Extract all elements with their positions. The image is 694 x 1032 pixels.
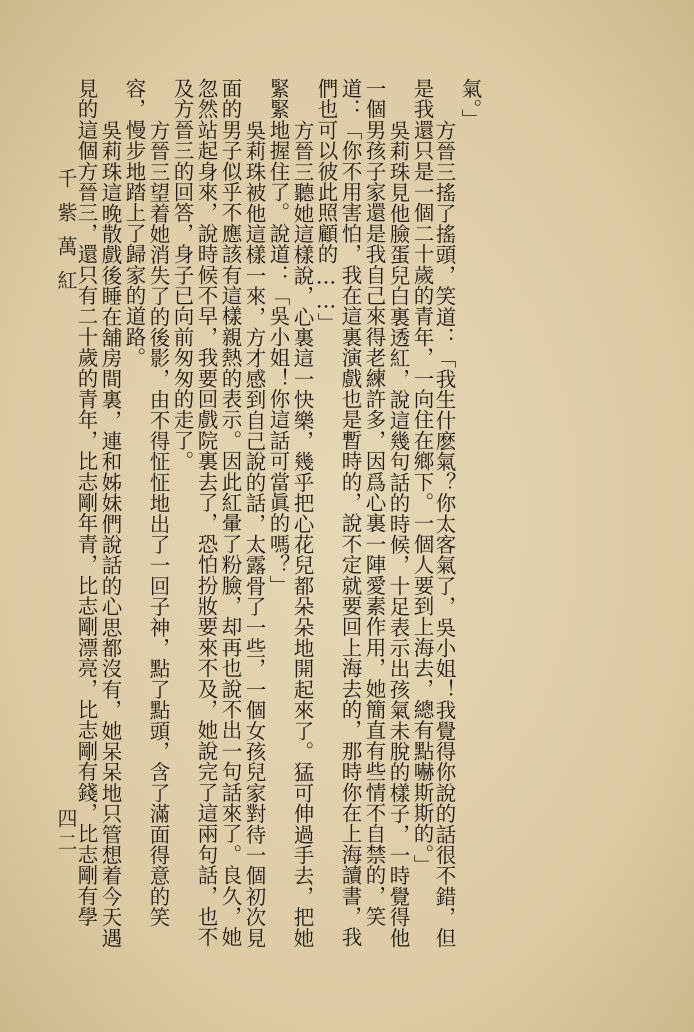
running-title: 千紫萬紅	[54, 168, 78, 304]
text-column: 方晉三聽她這樣說，心裏這一快樂，幾乎把心花兒都朵朵地開起來了。猛可伸過手去，把她	[290, 120, 314, 948]
text-column: 方晉三望着她消失了的後影，由不得怔怔地出了一回子神，點了點頭，含了滿面得意的笑	[146, 120, 170, 928]
text-column: 道：「你不用害怕，我在這裏演戲也是暫時的，說不定就要回上海去的，那時你在上海讀書，我	[338, 78, 362, 948]
page-number: 四二	[54, 808, 78, 856]
text-body	[74, 78, 484, 983]
text-column: 吳莉珠見他臉蛋兒白裏透紅，說這幾句話的時候，十足表示出孩氣未脫的樣子，一時覺得他	[386, 120, 410, 948]
text-column: 見的這個方晉三，還只有二十歲的青年，比志剛年青，比志剛漂亮，比志剛有錢，比志剛有學	[74, 78, 98, 927]
text-column: 吳莉珠這晚散戲後睡在舖房間裏，連和姊妹們說話的心思都沒有，她呆呆地只管想着今天遇	[98, 120, 122, 948]
text-column: 們也可以彼此照顧的……」	[314, 78, 338, 334]
page-margin	[48, 78, 84, 983]
text-column: 緊緊地握住了。說道：「吳小姐！你這話可當眞的嗎？」	[266, 78, 290, 596]
text-column: 氣。」	[458, 78, 482, 130]
text-column: 方晉三搖了搖頭，笑道：「我生什麽氣？你太客氣了，吳小姐！我覺得你說的話很不錯，但	[432, 120, 456, 948]
text-column: 是我還只是一個二十歲的青年，一向住在鄉下。一個人要到上海去，總有點嚇斯斯的。」	[410, 78, 434, 876]
text-column: 容，慢步地踏上了歸家的道路。	[122, 78, 146, 368]
text-column: 忽然站起身來，說時候不早，我要回戲院裏去了，恐怕扮妝要來不及，她說完了這兩句話，也不	[194, 78, 218, 948]
text-column: 面的男子似乎不應該有這樣親熱的表示。因此紅暈了粉臉，却再也說不出一句話來了。良久，她	[218, 78, 242, 948]
text-column: 及方晉三的回答，身子已向前匆匆的走了。	[170, 78, 194, 472]
text-column: 吳莉珠被他這樣一來，方才感到自己說的話，太露骨了一些，一個女孩兒家對待一個初次見	[242, 120, 266, 948]
text-column: 一個男孩子家還是我自己來得老練許多，因爲心裏一陣愛素作用，她簡直有些情不自禁的，笑	[362, 78, 386, 927]
